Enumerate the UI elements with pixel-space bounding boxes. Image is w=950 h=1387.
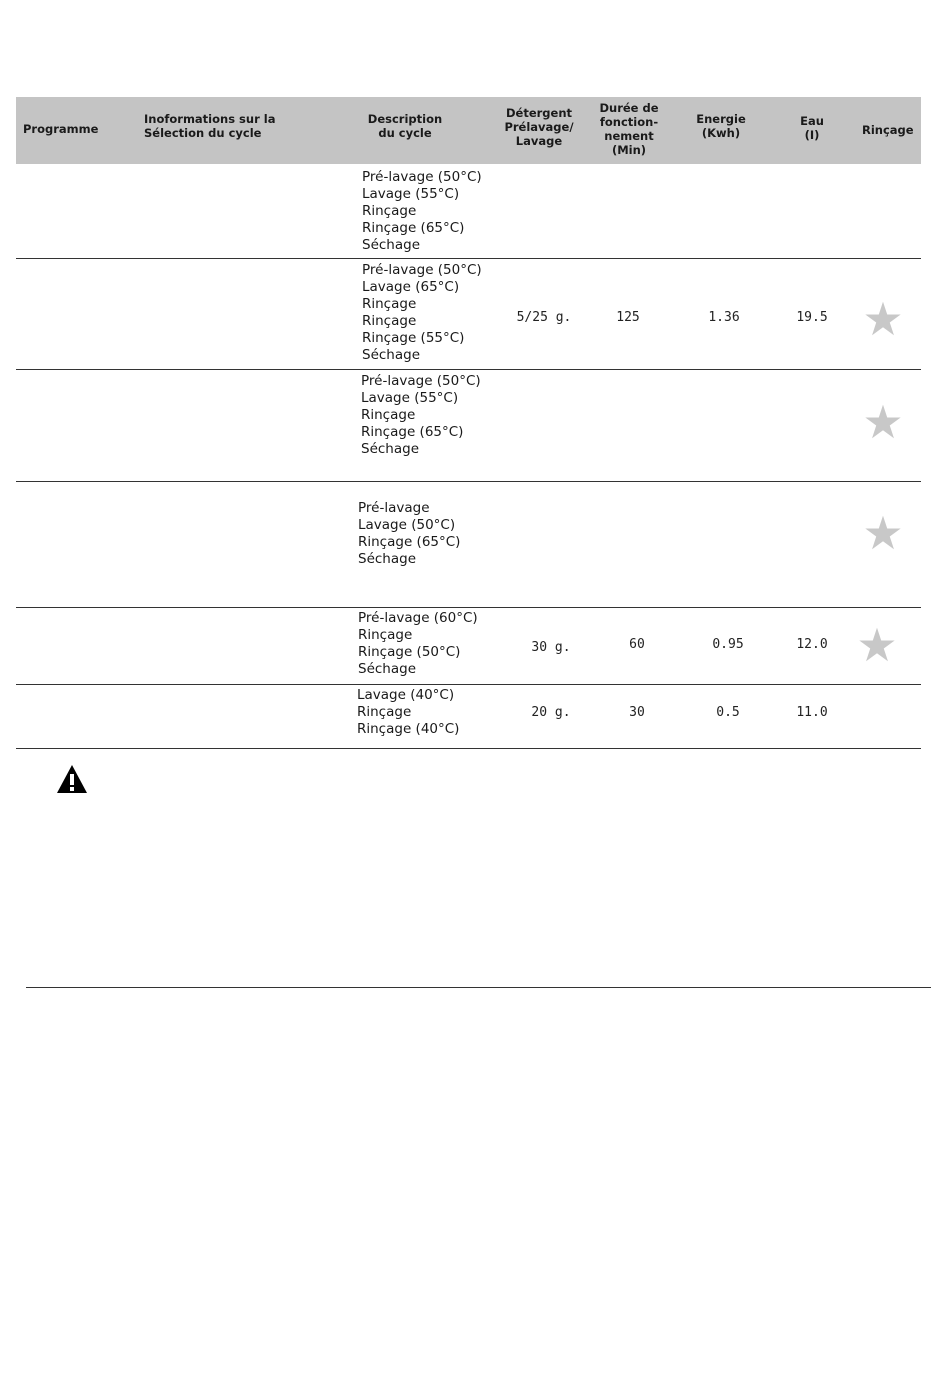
description-line: Rinçage (40°C) [357,721,460,737]
table-row-description [358,500,460,568]
duree-value: 60 [629,637,645,652]
description-line: Rinçage [361,407,416,423]
eau-value: 12.0 [796,637,828,652]
header-duree: Durée de fonction- nement (Min) [599,101,659,157]
description-line: Rinçage [362,313,417,329]
description-line: Séchage [361,441,420,457]
warning-icon [56,763,88,795]
table-row-description [357,687,459,738]
row-divider [16,748,921,749]
table-row-description [361,373,481,458]
table-row-description [358,610,478,678]
table-row-description [362,169,482,254]
description-line: Séchage [362,347,421,363]
description-line: Pré-lavage (50°C) [362,169,482,185]
header-description: Description du cycle [367,112,443,140]
detergent-value: 20 g. [531,705,571,720]
description-line: Lavage (55°C) [361,390,459,406]
header-detergent: Détergent Prélavage/ Lavage [504,106,574,148]
duree-value: 30 [629,705,645,720]
description-line: Séchage [358,551,417,567]
energie-value: 0.95 [712,637,744,652]
row-divider [16,607,921,608]
duree-value: 125 [616,310,640,325]
row-divider [16,481,921,482]
star-icon: ★ [862,395,904,449]
description-line: Rinçage (65°C) [358,534,461,550]
header-programme: Programme [23,122,99,136]
row-divider [16,369,921,370]
energie-value: 1.36 [708,310,740,325]
description-line: Lavage (55°C) [362,186,460,202]
header-energie: Energie (Kwh) [696,112,746,140]
detergent-value: 5/25 g. [516,310,572,325]
description-line: Lavage (65°C) [362,279,460,295]
header-rincage: Rinçage [862,123,914,137]
row-divider [16,258,921,259]
description-line: Rinçage [357,704,412,720]
description-line: Pré-lavage (50°C) [362,262,482,278]
description-line: Séchage [358,661,417,677]
header-info: Inoformations sur la Sélection du cycle [144,112,276,140]
table-row-description [362,262,482,364]
description-line: Rinçage (50°C) [358,644,461,660]
star-icon: ★ [856,618,898,672]
header-eau: Eau (I) [800,114,824,142]
description-line: Pré-lavage (50°C) [361,373,481,389]
eau-value: 11.0 [796,705,828,720]
eau-value: 19.5 [796,310,828,325]
row-divider [16,684,921,685]
description-line: Rinçage (55°C) [362,330,465,346]
description-line: Pré-lavage (60°C) [358,610,478,626]
description-line: Séchage [362,237,421,253]
energie-value: 0.5 [716,705,740,720]
detergent-value: 30 g. [531,640,571,655]
section-divider [26,987,931,988]
description-line: Rinçage [358,627,413,643]
star-icon: ★ [862,506,904,560]
star-icon: ★ [862,292,904,346]
description-line: Pré-lavage [358,500,430,516]
description-line: Rinçage (65°C) [362,220,465,236]
description-line: Rinçage (65°C) [361,424,464,440]
description-line: Lavage (50°C) [358,517,456,533]
description-line: Lavage (40°C) [357,687,455,703]
description-line: Rinçage [362,296,417,312]
description-line: Rinçage [362,203,417,219]
